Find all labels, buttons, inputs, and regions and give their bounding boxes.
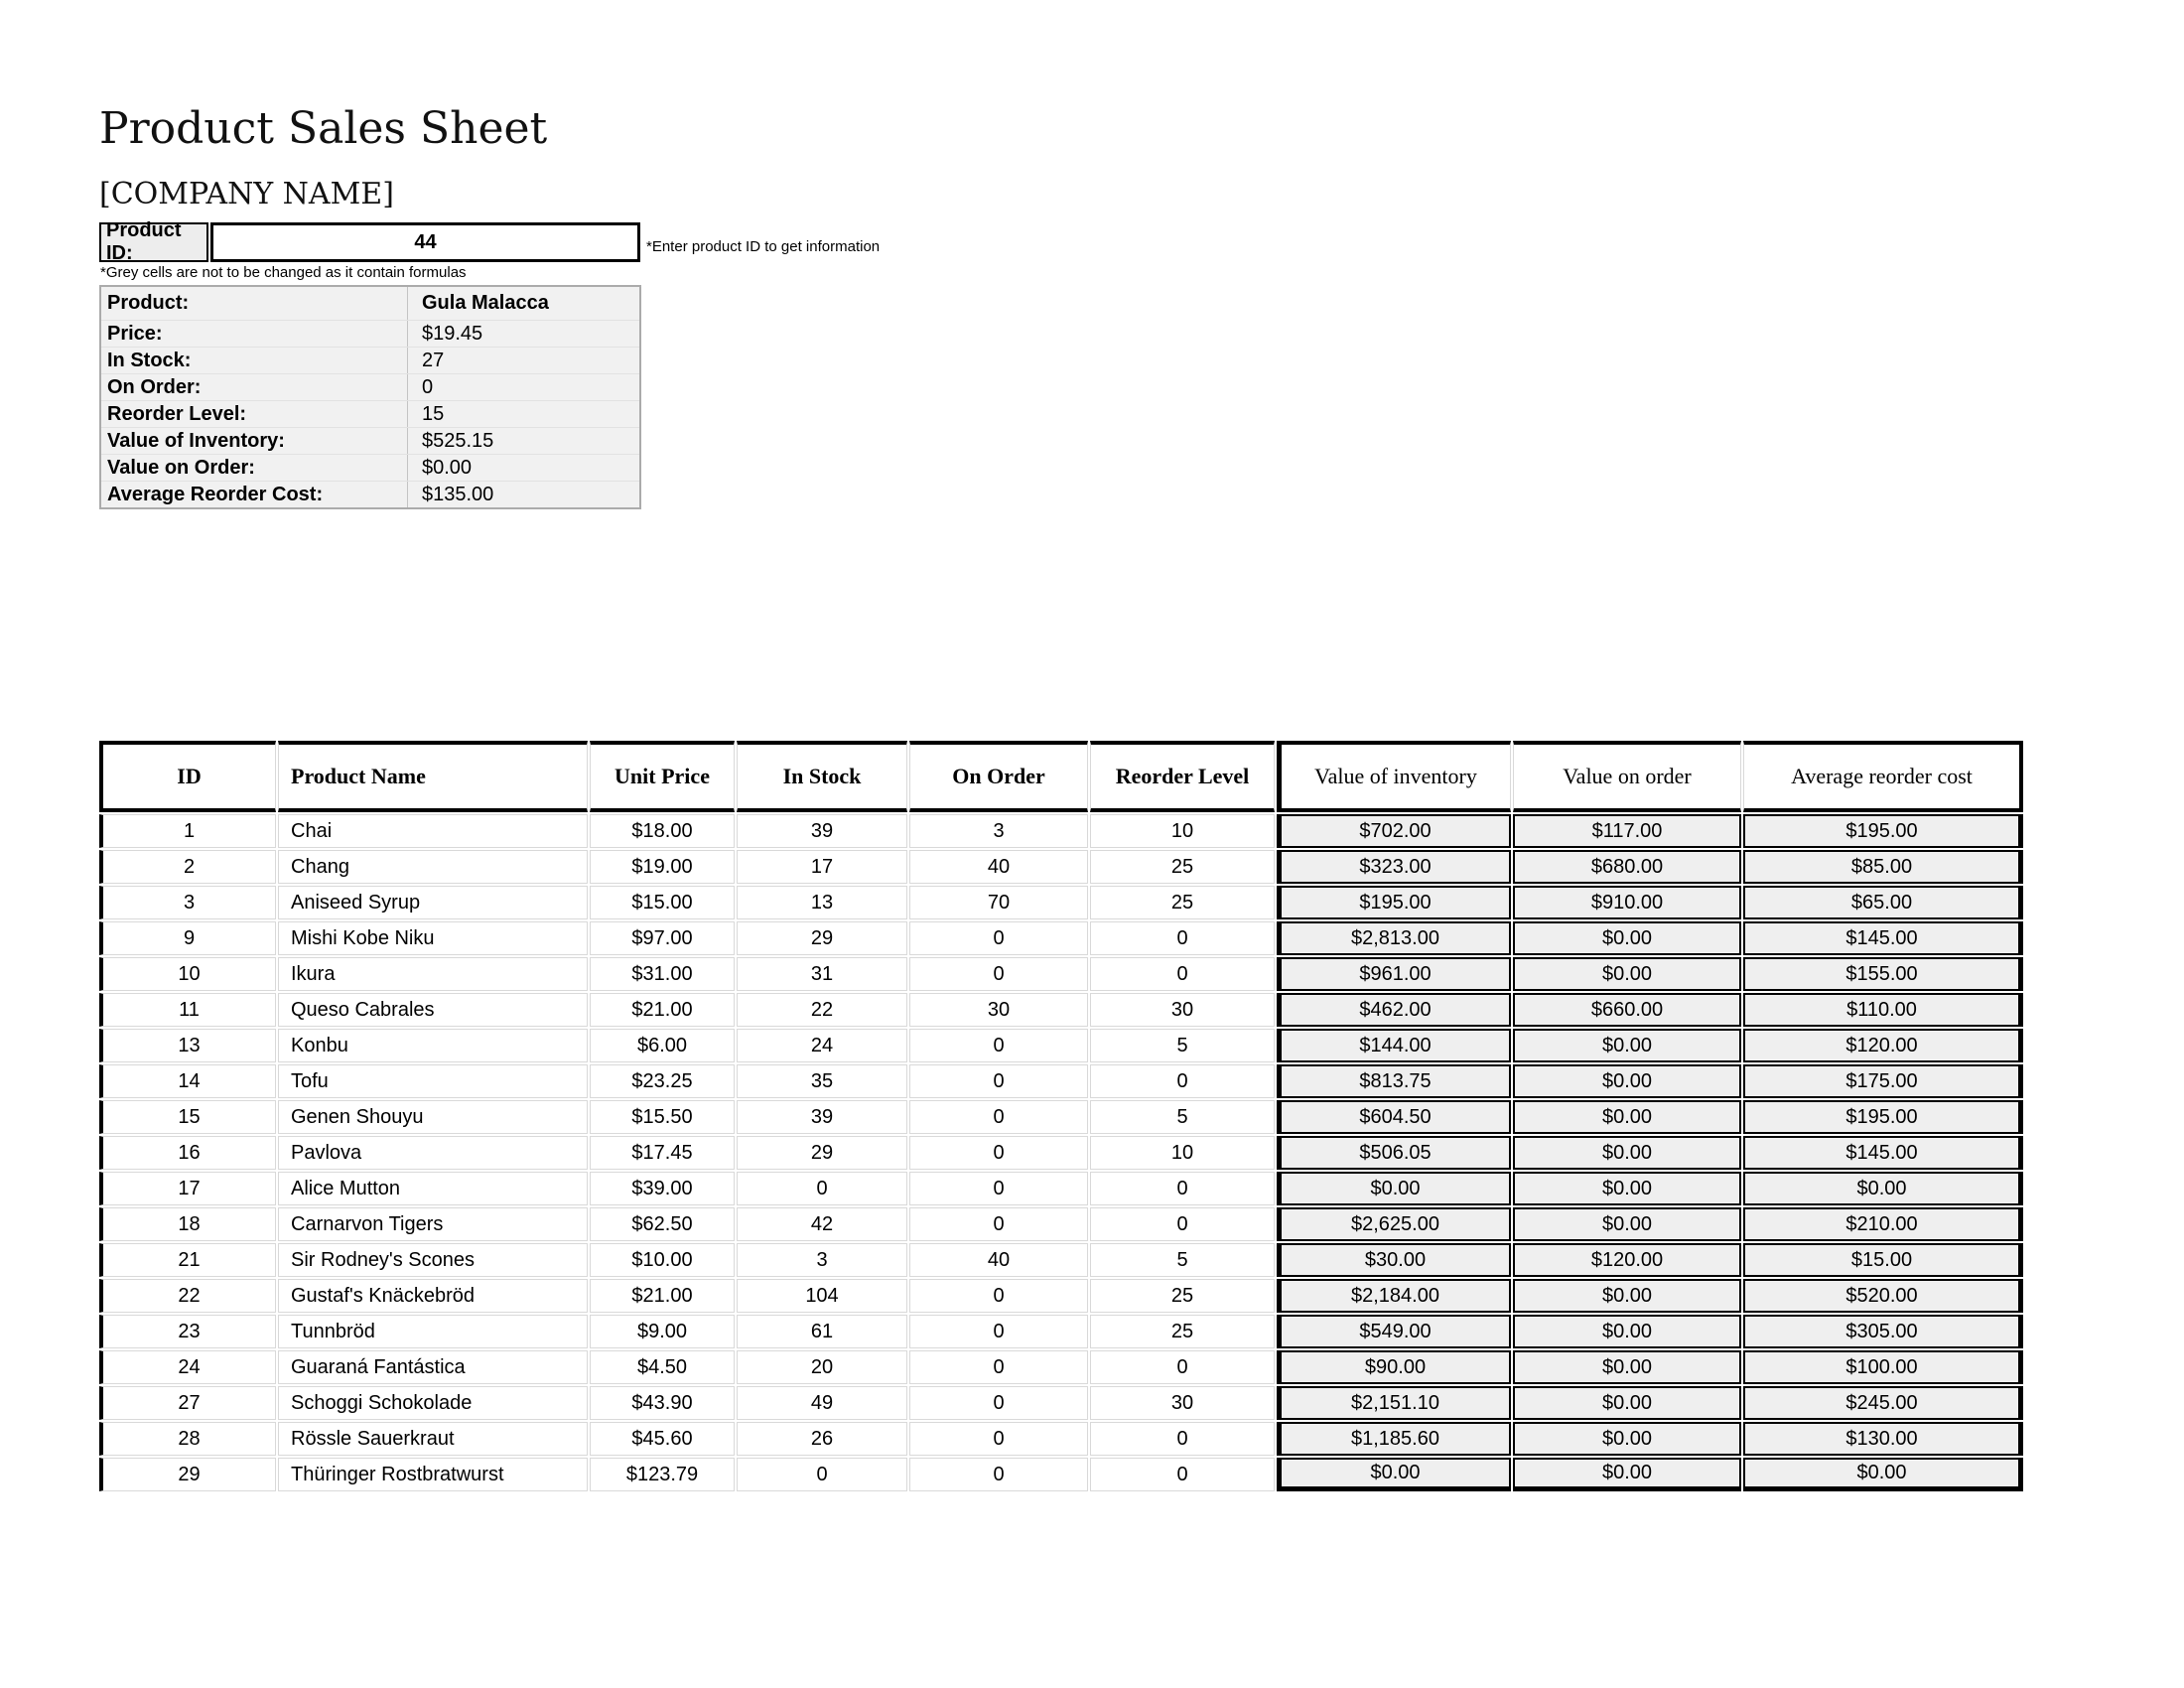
formula-cell: $680.00: [1513, 850, 1741, 884]
detail-label: Value on Order:: [107, 456, 255, 479]
data-cell[interactable]: 5: [1090, 1100, 1275, 1134]
grey-cells-note: *Grey cells are not to be changed as it contain formulas: [100, 264, 467, 281]
formula-cell: $195.00: [1743, 1100, 2023, 1134]
data-cell[interactable]: 0: [909, 1207, 1088, 1241]
data-cell[interactable]: $43.90: [590, 1386, 735, 1420]
data-cell[interactable]: $31.00: [590, 957, 735, 991]
table-row: [99, 1064, 2023, 1098]
data-cell[interactable]: Tunnbröd: [278, 1315, 588, 1348]
formula-cell: $110.00: [1743, 993, 2023, 1027]
data-cell[interactable]: 22: [737, 993, 907, 1027]
table-row: [99, 1243, 2023, 1277]
data-cell[interactable]: $21.00: [590, 993, 735, 1027]
formula-cell: $175.00: [1743, 1064, 2023, 1098]
formula-cell: $910.00: [1513, 886, 1741, 919]
product-id-label: Product ID:: [99, 222, 208, 262]
page-title: Product Sales Sheet: [99, 103, 548, 154]
data-cell[interactable]: 1: [99, 814, 276, 848]
column-header-id: ID: [99, 741, 276, 812]
detail-row: [101, 373, 639, 400]
detail-value: $0.00: [407, 455, 639, 481]
formula-cell: $210.00: [1743, 1207, 2023, 1241]
formula-cell: $144.00: [1277, 1029, 1511, 1062]
formula-cell: $100.00: [1743, 1350, 2023, 1384]
data-cell[interactable]: 49: [737, 1386, 907, 1420]
data-cell[interactable]: 0: [1090, 957, 1275, 991]
data-cell[interactable]: $15.00: [590, 886, 735, 919]
data-cell[interactable]: 23: [99, 1315, 276, 1348]
detail-label: In Stock:: [107, 349, 192, 371]
detail-value: $135.00: [407, 482, 639, 507]
data-cell[interactable]: 15: [99, 1100, 276, 1134]
data-cell[interactable]: Alice Mutton: [278, 1172, 588, 1205]
column-header-value-of-inventory: Value of inventory: [1277, 741, 1511, 812]
table-row: [99, 993, 2023, 1027]
data-cell[interactable]: 30: [1090, 1386, 1275, 1420]
data-cell[interactable]: 0: [1090, 1422, 1275, 1456]
data-cell[interactable]: Aniseed Syrup: [278, 886, 588, 919]
data-cell[interactable]: 40: [909, 1243, 1088, 1277]
table-row: [99, 1458, 2023, 1491]
data-cell[interactable]: 39: [737, 814, 907, 848]
data-cell[interactable]: Rössle Sauerkraut: [278, 1422, 588, 1456]
detail-row: [101, 454, 639, 481]
data-cell[interactable]: 0: [909, 1315, 1088, 1348]
detail-label: Value of Inventory:: [107, 429, 285, 452]
data-cell[interactable]: 70: [909, 886, 1088, 919]
data-cell[interactable]: 17: [737, 850, 907, 884]
data-cell[interactable]: 0: [1090, 1458, 1275, 1491]
data-cell[interactable]: Sir Rodney's Scones: [278, 1243, 588, 1277]
data-cell[interactable]: 0: [909, 1422, 1088, 1456]
formula-cell: $30.00: [1277, 1243, 1511, 1277]
data-cell[interactable]: $9.00: [590, 1315, 735, 1348]
formula-cell: $130.00: [1743, 1422, 2023, 1456]
data-cell[interactable]: 0: [1090, 1350, 1275, 1384]
formula-cell: $0.00: [1513, 1029, 1741, 1062]
data-cell[interactable]: 0: [909, 1279, 1088, 1313]
data-cell[interactable]: 27: [99, 1386, 276, 1420]
data-cell[interactable]: 40: [909, 850, 1088, 884]
data-cell[interactable]: Queso Cabrales: [278, 993, 588, 1027]
product-details-rows: [101, 287, 639, 507]
data-cell[interactable]: 28: [99, 1422, 276, 1456]
data-cell[interactable]: 0: [1090, 1172, 1275, 1205]
formula-cell: $245.00: [1743, 1386, 2023, 1420]
table-row: [99, 1315, 2023, 1348]
data-cell[interactable]: $39.00: [590, 1172, 735, 1205]
data-cell[interactable]: Konbu: [278, 1029, 588, 1062]
formula-cell: $90.00: [1277, 1350, 1511, 1384]
detail-value: 27: [407, 348, 639, 373]
formula-cell: $0.00: [1513, 1315, 1741, 1348]
formula-cell: $961.00: [1277, 957, 1511, 991]
data-cell[interactable]: 0: [909, 957, 1088, 991]
column-header-on-order: On Order: [909, 741, 1088, 812]
data-cell[interactable]: Gustaf's Knäckebröd: [278, 1279, 588, 1313]
formula-cell: $85.00: [1743, 850, 2023, 884]
table-row: [99, 1279, 2023, 1313]
data-cell[interactable]: $18.00: [590, 814, 735, 848]
data-cell[interactable]: 0: [909, 1350, 1088, 1384]
data-cell[interactable]: 25: [1090, 1315, 1275, 1348]
data-cell[interactable]: 0: [909, 1029, 1088, 1062]
data-cell[interactable]: 0: [909, 1386, 1088, 1420]
data-cell[interactable]: $97.00: [590, 921, 735, 955]
product-id-input[interactable]: 44: [210, 222, 640, 262]
detail-label: Price:: [107, 322, 163, 345]
data-cell[interactable]: 29: [737, 921, 907, 955]
formula-cell: $65.00: [1743, 886, 2023, 919]
data-cell[interactable]: 0: [909, 921, 1088, 955]
formula-cell: $462.00: [1277, 993, 1511, 1027]
table-row: [99, 1207, 2023, 1241]
detail-row: [101, 481, 639, 507]
data-cell[interactable]: 21: [99, 1243, 276, 1277]
data-cell[interactable]: 5: [1090, 1243, 1275, 1277]
data-cell[interactable]: 17: [99, 1172, 276, 1205]
detail-row: [101, 320, 639, 347]
formula-cell: $813.75: [1277, 1064, 1511, 1098]
formula-cell: $120.00: [1743, 1029, 2023, 1062]
data-cell[interactable]: 0: [909, 1458, 1088, 1491]
table-row: [99, 1350, 2023, 1384]
data-cell[interactable]: $23.25: [590, 1064, 735, 1098]
detail-row: [101, 287, 639, 320]
formula-cell: $660.00: [1513, 993, 1741, 1027]
formula-cell: $2,813.00: [1277, 921, 1511, 955]
data-cell[interactable]: 10: [1090, 1136, 1275, 1170]
table-header-row: [99, 741, 2023, 812]
table-row: [99, 921, 2023, 955]
data-cell[interactable]: 30: [1090, 993, 1275, 1027]
formula-cell: $145.00: [1743, 921, 2023, 955]
data-cell[interactable]: 22: [99, 1279, 276, 1313]
formula-cell: $0.00: [1743, 1172, 2023, 1205]
formula-cell: $549.00: [1277, 1315, 1511, 1348]
data-cell[interactable]: 3: [99, 886, 276, 919]
data-cell[interactable]: Schoggi Schokolade: [278, 1386, 588, 1420]
data-cell[interactable]: 13: [99, 1029, 276, 1062]
data-cell[interactable]: 0: [737, 1458, 907, 1491]
detail-row: [101, 347, 639, 373]
formula-cell: $0.00: [1513, 1064, 1741, 1098]
detail-value: Gula Malacca: [407, 287, 639, 320]
table-row: [99, 886, 2023, 919]
data-cell[interactable]: Tofu: [278, 1064, 588, 1098]
data-cell[interactable]: 25: [1090, 886, 1275, 919]
formula-cell: $195.00: [1743, 814, 2023, 848]
data-cell[interactable]: Thüringer Rostbratwurst: [278, 1458, 588, 1491]
formula-cell: $0.00: [1277, 1172, 1511, 1205]
product-id-lookup: [99, 219, 640, 264]
table-row: [99, 1136, 2023, 1170]
data-cell[interactable]: 20: [737, 1350, 907, 1384]
formula-cell: $145.00: [1743, 1136, 2023, 1170]
data-cell[interactable]: 11: [99, 993, 276, 1027]
detail-label: Product:: [107, 292, 190, 314]
data-cell[interactable]: 9: [99, 921, 276, 955]
table-row: [99, 1100, 2023, 1134]
formula-cell: $155.00: [1743, 957, 2023, 991]
data-cell[interactable]: $4.50: [590, 1350, 735, 1384]
data-cell[interactable]: 0: [1090, 1207, 1275, 1241]
detail-label: Reorder Level:: [107, 402, 247, 425]
formula-cell: $0.00: [1513, 957, 1741, 991]
data-cell[interactable]: 35: [737, 1064, 907, 1098]
table-row: [99, 1172, 2023, 1205]
data-cell[interactable]: 3: [737, 1243, 907, 1277]
data-cell[interactable]: 18: [99, 1207, 276, 1241]
table-row: [99, 1422, 2023, 1456]
data-cell[interactable]: 30: [909, 993, 1088, 1027]
formula-cell: $0.00: [1513, 1136, 1741, 1170]
data-cell[interactable]: 14: [99, 1064, 276, 1098]
data-cell[interactable]: $17.45: [590, 1136, 735, 1170]
data-cell[interactable]: 42: [737, 1207, 907, 1241]
formula-cell: $0.00: [1513, 1207, 1741, 1241]
data-cell[interactable]: $62.50: [590, 1207, 735, 1241]
formula-cell: $2,184.00: [1277, 1279, 1511, 1313]
column-header-unit-price: Unit Price: [590, 741, 735, 812]
detail-row: [101, 427, 639, 454]
data-cell[interactable]: $6.00: [590, 1029, 735, 1062]
data-cell[interactable]: $21.00: [590, 1279, 735, 1313]
table-row: [99, 850, 2023, 884]
data-cell[interactable]: $45.60: [590, 1422, 735, 1456]
formula-cell: $0.00: [1513, 921, 1741, 955]
detail-label: Average Reorder Cost:: [107, 483, 324, 505]
data-cell[interactable]: 26: [737, 1422, 907, 1456]
formula-cell: $2,151.10: [1277, 1386, 1511, 1420]
formula-cell: $0.00: [1513, 1350, 1741, 1384]
data-cell[interactable]: 5: [1090, 1029, 1275, 1062]
data-cell[interactable]: 0: [909, 1100, 1088, 1134]
data-cell[interactable]: 24: [99, 1350, 276, 1384]
data-cell[interactable]: 16: [99, 1136, 276, 1170]
products-table-body: [99, 814, 2023, 1491]
formula-cell: $0.00: [1277, 1458, 1511, 1491]
formula-cell: $520.00: [1743, 1279, 2023, 1313]
formula-cell: $15.00: [1743, 1243, 2023, 1277]
formula-cell: $305.00: [1743, 1315, 2023, 1348]
data-cell[interactable]: 0: [909, 1136, 1088, 1170]
table-row: [99, 1386, 2023, 1420]
detail-value: 15: [407, 401, 639, 427]
formula-cell: $506.05: [1277, 1136, 1511, 1170]
company-name: [COMPANY NAME]: [99, 177, 394, 211]
data-cell[interactable]: $123.79: [590, 1458, 735, 1491]
detail-value: $19.45: [407, 321, 639, 347]
data-cell[interactable]: 31: [737, 957, 907, 991]
product-details-panel: [99, 285, 641, 509]
data-cell[interactable]: 29: [99, 1458, 276, 1491]
column-header-in-stock: In Stock: [737, 741, 907, 812]
data-cell[interactable]: $10.00: [590, 1243, 735, 1277]
data-cell[interactable]: 29: [737, 1136, 907, 1170]
data-cell[interactable]: $19.00: [590, 850, 735, 884]
formula-cell: $604.50: [1277, 1100, 1511, 1134]
data-cell[interactable]: 0: [909, 1064, 1088, 1098]
data-cell[interactable]: Chai: [278, 814, 588, 848]
data-cell[interactable]: Chang: [278, 850, 588, 884]
data-cell[interactable]: Carnarvon Tigers: [278, 1207, 588, 1241]
data-cell[interactable]: Genen Shouyu: [278, 1100, 588, 1134]
data-cell[interactable]: 104: [737, 1279, 907, 1313]
column-header-value-on-order: Value on order: [1513, 741, 1741, 812]
column-header-reorder-level: Reorder Level: [1090, 741, 1275, 812]
formula-cell: $0.00: [1513, 1422, 1741, 1456]
table-row: [99, 957, 2023, 991]
formula-cell: $323.00: [1277, 850, 1511, 884]
formula-cell: $0.00: [1513, 1100, 1741, 1134]
data-cell[interactable]: Mishi Kobe Niku: [278, 921, 588, 955]
data-cell[interactable]: 10: [99, 957, 276, 991]
formula-cell: $0.00: [1513, 1386, 1741, 1420]
data-cell[interactable]: 0: [1090, 921, 1275, 955]
detail-value: $525.15: [407, 428, 639, 454]
data-cell[interactable]: 13: [737, 886, 907, 919]
data-cell[interactable]: 0: [1090, 1064, 1275, 1098]
table-row: [99, 1029, 2023, 1062]
formula-cell: $702.00: [1277, 814, 1511, 848]
formula-cell: $0.00: [1513, 1172, 1741, 1205]
data-cell[interactable]: Pavlova: [278, 1136, 588, 1170]
data-cell[interactable]: 0: [909, 1172, 1088, 1205]
data-cell[interactable]: 10: [1090, 814, 1275, 848]
formula-cell: $0.00: [1513, 1458, 1741, 1491]
formula-cell: $0.00: [1743, 1458, 2023, 1491]
data-cell[interactable]: 0: [737, 1172, 907, 1205]
data-cell[interactable]: 2: [99, 850, 276, 884]
detail-row: [101, 400, 639, 427]
data-cell[interactable]: $15.50: [590, 1100, 735, 1134]
data-cell[interactable]: 25: [1090, 850, 1275, 884]
product-id-hint: *Enter product ID to get information: [646, 238, 881, 255]
data-cell[interactable]: 39: [737, 1100, 907, 1134]
formula-cell: $0.00: [1513, 1279, 1741, 1313]
formula-cell: $1,185.60: [1277, 1422, 1511, 1456]
column-header-product-name: Product Name: [278, 741, 588, 812]
formula-cell: $195.00: [1277, 886, 1511, 919]
column-header-average-reorder-cost: Average reorder cost: [1743, 741, 2023, 812]
formula-cell: $120.00: [1513, 1243, 1741, 1277]
formula-cell: $2,625.00: [1277, 1207, 1511, 1241]
data-cell[interactable]: 61: [737, 1315, 907, 1348]
formula-cell: $117.00: [1513, 814, 1741, 848]
table-row: [99, 814, 2023, 848]
data-cell[interactable]: 25: [1090, 1279, 1275, 1313]
data-cell[interactable]: 24: [737, 1029, 907, 1062]
data-cell[interactable]: 3: [909, 814, 1088, 848]
products-table: [97, 739, 2025, 1493]
data-cell[interactable]: Guaraná Fantástica: [278, 1350, 588, 1384]
detail-value: 0: [407, 374, 639, 400]
detail-label: On Order:: [107, 375, 202, 398]
data-cell[interactable]: Ikura: [278, 957, 588, 991]
